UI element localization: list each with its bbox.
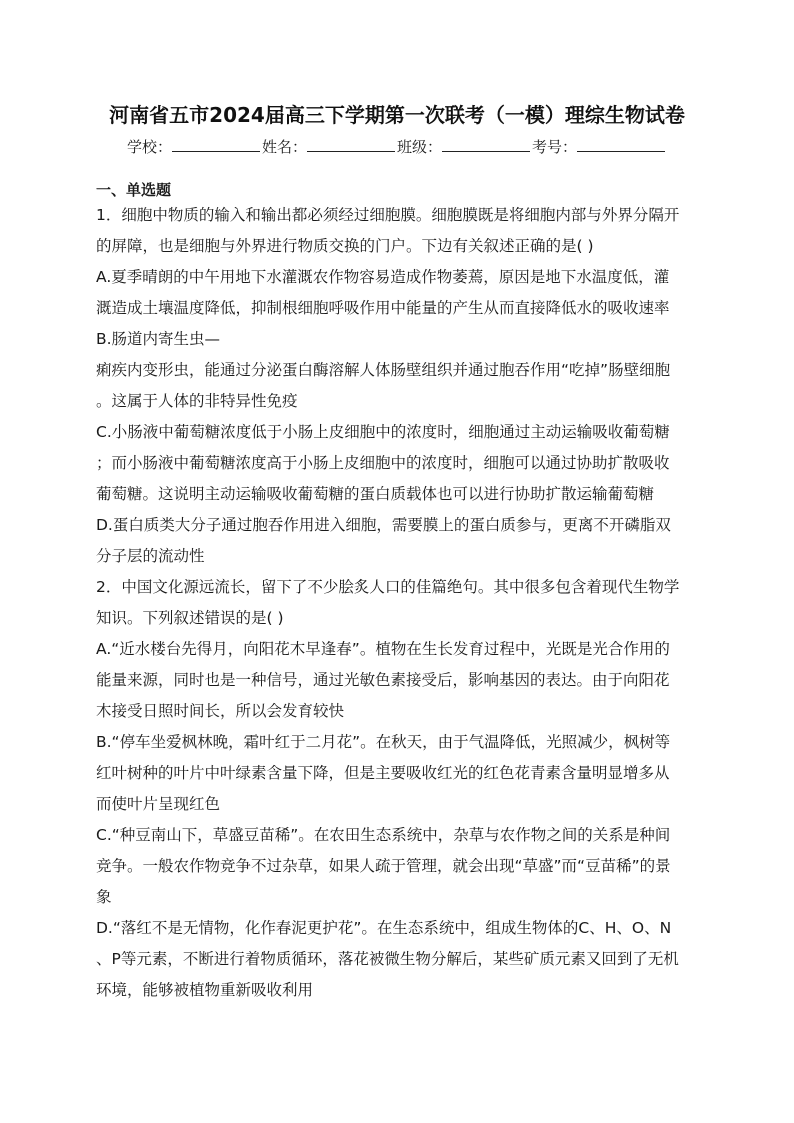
exam-title: 河南省五市2024届高三下学期第一次联考（一模）理综生物试卷 <box>109 103 685 127</box>
option-line: B.“停车坐爱枫林晚，霜叶红于二月花”。在秋天，由于气温降低，光照减少，枫树等 <box>96 733 671 751</box>
option-line: A.“近水楼台先得月，向阳花木早逢春”。植物在生长发育过程中，光既是光合作用的 <box>96 640 670 658</box>
question-stem-line: 知识。下列叙述错误的是( ) <box>96 609 284 627</box>
name-label: 姓名： <box>261 138 307 156</box>
question-stem-line: 的屏障，也是细胞与外界进行物质交换的门户。下边有关叙述正确的是( ) <box>96 237 594 255</box>
option-line: ；而小肠液中葡萄糖浓度高于小肠上皮细胞中的浓度时，细胞可以通过协助扩散吸收 <box>96 454 670 472</box>
option-line: 木接受日照时间长，所以会发育较快 <box>96 702 345 720</box>
option-line: 。这属于人体的非特异性免疫 <box>96 392 298 410</box>
school-blank <box>172 135 260 152</box>
option-line: 葡萄糖。这说明主动运输吸收葡萄糖的蛋白质载体也可以进行协助扩散运输葡萄糖 <box>96 485 655 503</box>
exam-number-blank <box>577 135 665 152</box>
option-a <box>96 634 706 727</box>
option-line: C.小肠液中葡萄糖浓度低于小肠上皮细胞中的浓度时，细胞通过主动运输吸收葡萄糖 <box>96 423 670 441</box>
question-stem-line: 2．中国文化源远流长，留下了不少脍炙人口的佳篇绝句。其中很多包含着现代生物学 <box>96 578 680 596</box>
option-line: D.“落红不是无情物，化作春泥更护花”。在生态系统中，组成生物体的C、H、O、N <box>96 919 672 937</box>
option-line: 环境，能够被植物重新吸收利用 <box>96 981 314 999</box>
option-line: 溉造成土壤温度降低，抑制根细胞呼吸作用中能量的产生从而直接降低水的吸收速率 <box>96 299 670 317</box>
exam-number-label: 考号： <box>532 138 578 156</box>
option-line: 分子层的流动性 <box>96 547 205 565</box>
option-a <box>96 262 706 324</box>
questions-body <box>96 200 706 1006</box>
option-line: 红叶树种的叶片中叶绿素含量下降，但是主要吸收红光的红色花青素含量明显增多从 <box>96 764 670 782</box>
class-label: 班级： <box>397 138 443 156</box>
question-1 <box>96 200 706 572</box>
question-2 <box>96 572 706 1006</box>
option-line: B.肠道内寄生虫— <box>96 330 221 348</box>
option-b <box>96 324 706 417</box>
school-label: 学校： <box>126 138 172 156</box>
option-line: C.“种豆南山下，草盛豆苗稀”。在农田生态系统中，杂草与农作物之间的关系是种间 <box>96 826 671 844</box>
option-d <box>96 913 706 1006</box>
question-stem-line: 1．细胞中物质的输入和输出都必须经过细胞膜。细胞膜既是将细胞内部与外界分隔开 <box>96 206 680 224</box>
option-line: 象 <box>96 888 112 906</box>
option-line: D.蛋白质类大分子通过胞吞作用进入细胞，需要膜上的蛋白质参与，更离不开磷脂双 <box>96 516 671 534</box>
option-line: 而使叶片呈现红色 <box>96 795 221 813</box>
section-heading: 一、单选题 <box>96 181 172 199</box>
name-blank <box>307 135 395 152</box>
option-c <box>96 417 706 510</box>
class-blank <box>442 135 530 152</box>
option-b <box>96 727 706 820</box>
option-line: 痢疾内变形虫，能通过分泌蛋白酶溶解人体肠壁组织并通过胞吞作用“吃掉”肠壁细胞 <box>96 361 671 379</box>
option-line: A.夏季晴朗的中午用地下水灌溉农作物容易造成作物萎蔫，原因是地下水温度低，灌 <box>96 268 670 286</box>
option-line: 能量来源，同时也是一种信号，通过光敏色素接受后，影响基因的表达。由于向阳花 <box>96 671 670 689</box>
option-c <box>96 820 706 913</box>
option-line: 、P等元素，不断进行着物质循环，落花被微生物分解后，某些矿质元素又回到了无机 <box>96 950 679 968</box>
option-d <box>96 510 706 572</box>
student-info-line <box>0 135 794 159</box>
option-line: 竞争。一般农作物竞争不过杂草，如果人疏于管理，就会出现“草盛”而“豆苗稀”的景 <box>96 857 671 875</box>
